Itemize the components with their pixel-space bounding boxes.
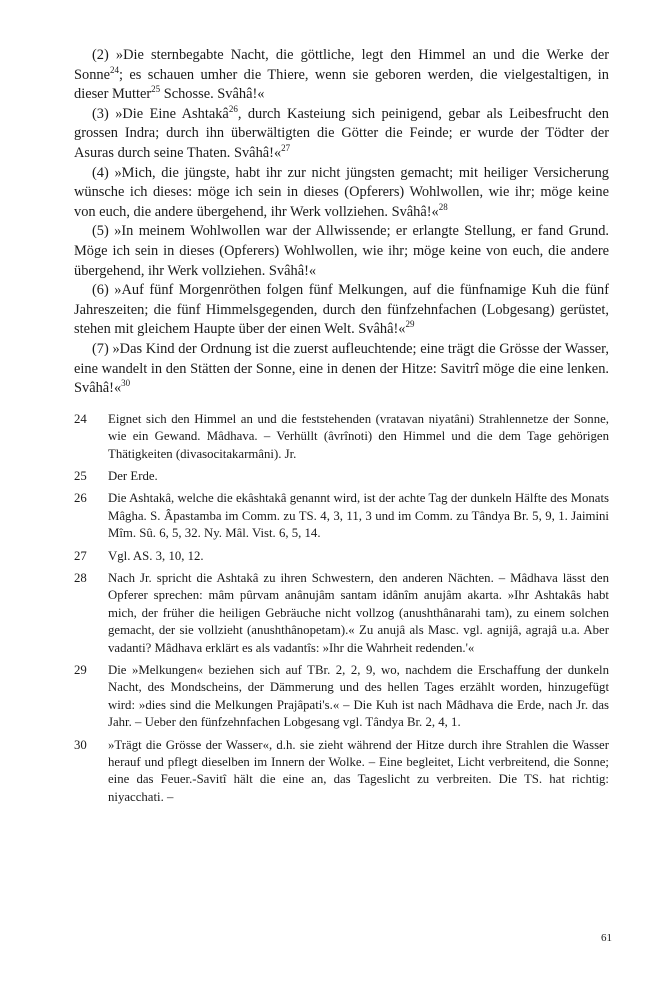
paragraph-4 bbox=[74, 164, 609, 223]
footnote-ref: 30 bbox=[121, 378, 131, 389]
paragraph-text: , durch Kasteiung sich peinigend, gebar als Leibesfrucht den grossen Indra; durch ihn überwältigten die Götter die Feinde; er wurde der Tödter der Asuras durch seine Thaten. Svâhâ!« bbox=[74, 105, 609, 161]
footnote-text: Der Erde. bbox=[108, 468, 158, 483]
paragraph-text: ; es schauen umher die Thiere, wenn sie geboren werden, die vielgestaltigen, in dieser Mutter bbox=[74, 66, 609, 103]
paragraph-6 bbox=[74, 281, 609, 340]
footnote-ref: 28 bbox=[438, 201, 448, 212]
footnote-26 bbox=[74, 490, 609, 542]
footnote-29 bbox=[74, 662, 609, 732]
footnote-25 bbox=[74, 468, 609, 485]
paragraph-text: (4) »Mich, die jüngste, habt ihr zur nicht jüngsten gemacht; mit heiliger Versicherung wünsche ich dieses: möge ich sein in dieses (Opferers) Wohlwollen, wie ihr; möge keine von euch, die andere übergehend, ihr Werk vollziehen. Svâhâ!« bbox=[74, 164, 609, 220]
footnote-30 bbox=[74, 737, 609, 807]
paragraph-7 bbox=[74, 340, 609, 399]
footnote-ref: 26 bbox=[228, 103, 238, 114]
paragraph-text: (2) »Die sternbegabte Nacht, die göttliche, legt den Himmel an und die Werke der Sonne bbox=[74, 47, 609, 83]
footnote-number: 28 bbox=[74, 570, 87, 585]
paragraph-2 bbox=[74, 46, 609, 105]
footnote-text: Vgl. AS. 3, 10, 12. bbox=[108, 548, 204, 563]
footnote-number: 24 bbox=[74, 411, 87, 426]
footnote-text: »Trägt die Grösse der Wasser«, d.h. sie zieht während der Hitze durch ihre Strahlen die Wasser herauf und pflegt dieselben im Innern der Wolke. – Eine begleitet, Licht verbreitend, die Sonne; eine das Feuer.-Savitî hält die eine an, das Tageslicht zu verbreiten. Die TS. hat richtig: niyacchati. – bbox=[108, 737, 609, 804]
footnote-number: 30 bbox=[74, 737, 87, 752]
footnote-24 bbox=[74, 411, 609, 463]
footnotes bbox=[74, 411, 609, 807]
footnote-number: 26 bbox=[74, 491, 87, 506]
footnote-text: Die »Melkungen« beziehen sich auf TBr. 2, 2, 9, wo, nachdem die Erschaffung der dunkeln Nacht, des Mondscheins, der Dämmerung und des hellen Tages erzählt worden, hinzugefügt wird: »dies sind die Melkungen Prajâpati's.« – Die Kuh ist nach Mâdhava die Erde, nach Jr. das Jahr. – Ueber den fünfzehnfachen Lobgesang vgl. Tândya Br. 2, 4, 1. bbox=[108, 662, 609, 730]
footnote-text: Eignet sich den Himmel an und die feststehenden (vratavan niyatâni) Strahlennetze der Sonne, wie ein Gewand. Mâdhava. – Verhüllt (âvrînoti) den Himmel und die dem Tage gehörigen Thätigkeiten (divasocitakarmâni). Jr. bbox=[108, 411, 609, 461]
paragraph-text: (3) »Die Eine Ashtakâ bbox=[92, 105, 229, 122]
footnote-28 bbox=[74, 570, 609, 657]
footnote-ref: 27 bbox=[281, 143, 291, 154]
main-text bbox=[74, 46, 609, 399]
footnote-text: Nach Jr. spricht die Ashtakâ zu ihren Schwestern, den anderen Nächten. – Mâdhava lässt den Opferer sprechen: mâm pûrvam anânujâm santam idânîm anujâm akarta. »Ihr Ashtakâs habt mich, der früher die heiligen Gebräuche nicht vollzog (anushthânarahi tam), zu einem solchen gemacht, der sie vollzieht (anushthânopetam).« Zu anujâ als Masc. vgl. agnijâ, agrajâ u.a. Aber vadanti? Mâdhava erklärt es als vadantîs: »Ihr die Wahrheit redenden.'« bbox=[108, 570, 609, 655]
footnote-number: 25 bbox=[74, 468, 87, 483]
paragraph-text: (6) »Auf fünf Morgenröthen folgen fünf Melkungen, auf die fünfnamige Kuh die fünf Jahreszeiten; die fünf Himmelsgegenden, durch den fünfzehnfachen (Lobgesang) gerüstet, stehen mit gleichem Haupte über der einen Welt. Svâhâ!« bbox=[74, 282, 609, 338]
paragraph-text: (7) »Das Kind der Ordnung ist die zuerst aufleuchtende; eine trägt die Grösse der Wasser, eine wandelt in den Stätten der Sonne, eine in denen der Hitze: Savitrî möge die eine lenken. Svâhâ!« bbox=[74, 340, 609, 397]
footnote-27 bbox=[74, 548, 609, 565]
footnote-number: 29 bbox=[74, 662, 87, 677]
page-body bbox=[74, 46, 609, 811]
footnote-ref: 29 bbox=[405, 319, 415, 330]
footnote-number: 27 bbox=[74, 548, 87, 563]
paragraph-text: (5) »In meinem Wohlwollen war der Allwissende; er erlangte Stellung, er fand Grund. Möge ich sein in dieses (Opferers) Wohlwollen, wie ihr; möge keine von euch, die andere übergehend, ihr Werk vollziehen. Svâhâ!« bbox=[74, 223, 609, 279]
paragraph-text: Schosse. Svâhâ!« bbox=[160, 86, 265, 103]
paragraph-5 bbox=[74, 222, 609, 281]
footnote-ref: 24 bbox=[109, 64, 119, 75]
footnote-text: Die Ashtakâ, welche die ekâshtakâ genannt wird, ist der achte Tag der dunkeln Hälfte des Monats Mâgha. S. Âpastamba im Comm. zu TS. 4, 3, 11, 3 und im Comm. zu Tândya Br. 5, 9, 1. Jaimini Mîm. Sû. 6, 5, 32. Ny. Mâl. Vist. 6, 5, 14. bbox=[108, 491, 609, 541]
paragraph-3 bbox=[74, 105, 609, 164]
page-number: 61 bbox=[601, 932, 612, 944]
footnote-ref: 25 bbox=[151, 84, 161, 95]
